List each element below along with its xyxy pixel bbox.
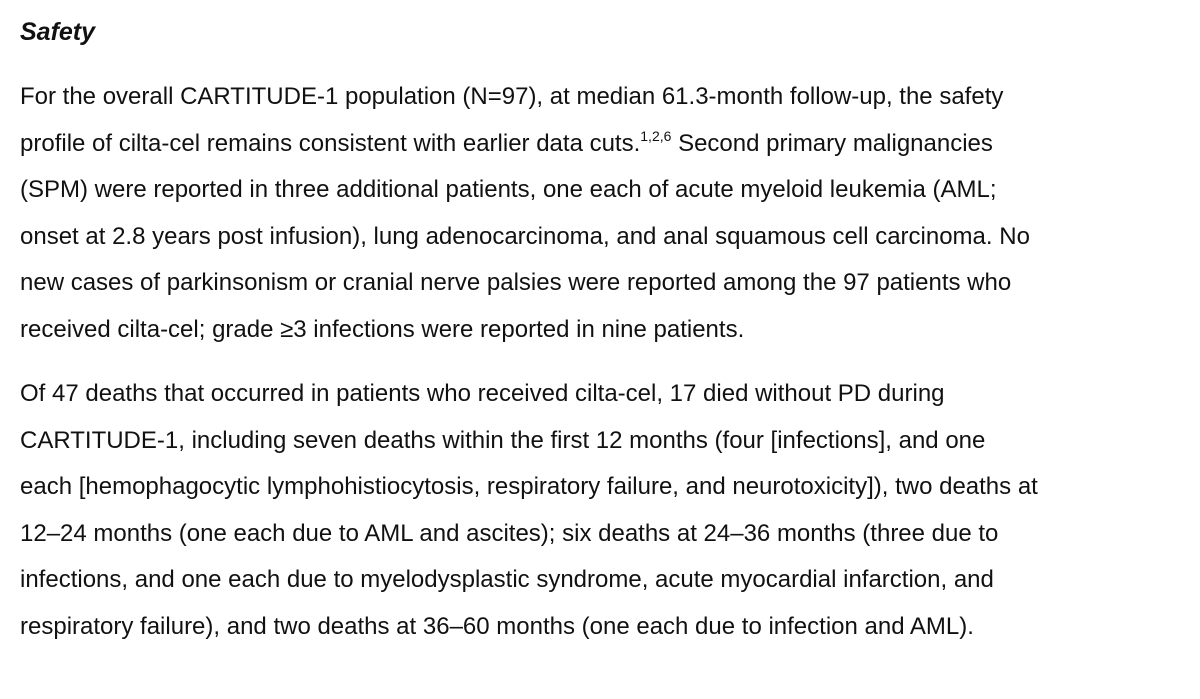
text-line: infections, and one each due to myelodysplastic syndrome, acute myocardial infarction, and — [20, 566, 994, 593]
text-segment: profile of cilta-cel remains consistent with earlier data cuts. — [20, 129, 641, 157]
text-line — [20, 121, 1160, 168]
text-line: received cilta-cel; grade ≥3 infections were reported in nine patients. — [20, 315, 745, 343]
text-line: new cases of parkinsonism or cranial nerve palsies were reported among the 97 patients who — [20, 269, 1012, 296]
text-line: CARTITUDE-1, including seven deaths within the first 12 months (four [infections], and one — [20, 426, 986, 454]
text-line: onset at 2.8 years post infusion), lung adenocarcinoma, and anal squamous cell carcinoma. No — [20, 222, 1030, 250]
text-line: (SPM) were reported in three additional patients, one each of acute myeloid leukemia (AML; — [20, 176, 997, 203]
text-line: For the overall CARTITUDE-1 population (N=97), at median 61.3-month follow-up, the safety — [20, 83, 1004, 110]
paragraph-safety-profile — [20, 74, 1160, 353]
section-heading: Safety — [20, 18, 96, 46]
text-line: each [hemophagocytic lymphohistiocytosis, respiratory failure, and neurotoxicity]), two deaths at — [20, 473, 1038, 500]
text-line: 12–24 months (one each due to AML and ascites); six deaths at 24–36 months (three due to — [20, 519, 999, 547]
citation-superscript: 1,2,6 — [640, 127, 672, 144]
paragraph-deaths — [20, 371, 1160, 650]
text-line: Of 47 deaths that occurred in patients who received cilta-cel, 17 died without PD during — [20, 380, 945, 407]
text-segment: Second primary malignancies — [671, 129, 993, 157]
text-line: respiratory failure), and two deaths at 36–60 months (one each due to infection and AML). — [20, 612, 974, 640]
